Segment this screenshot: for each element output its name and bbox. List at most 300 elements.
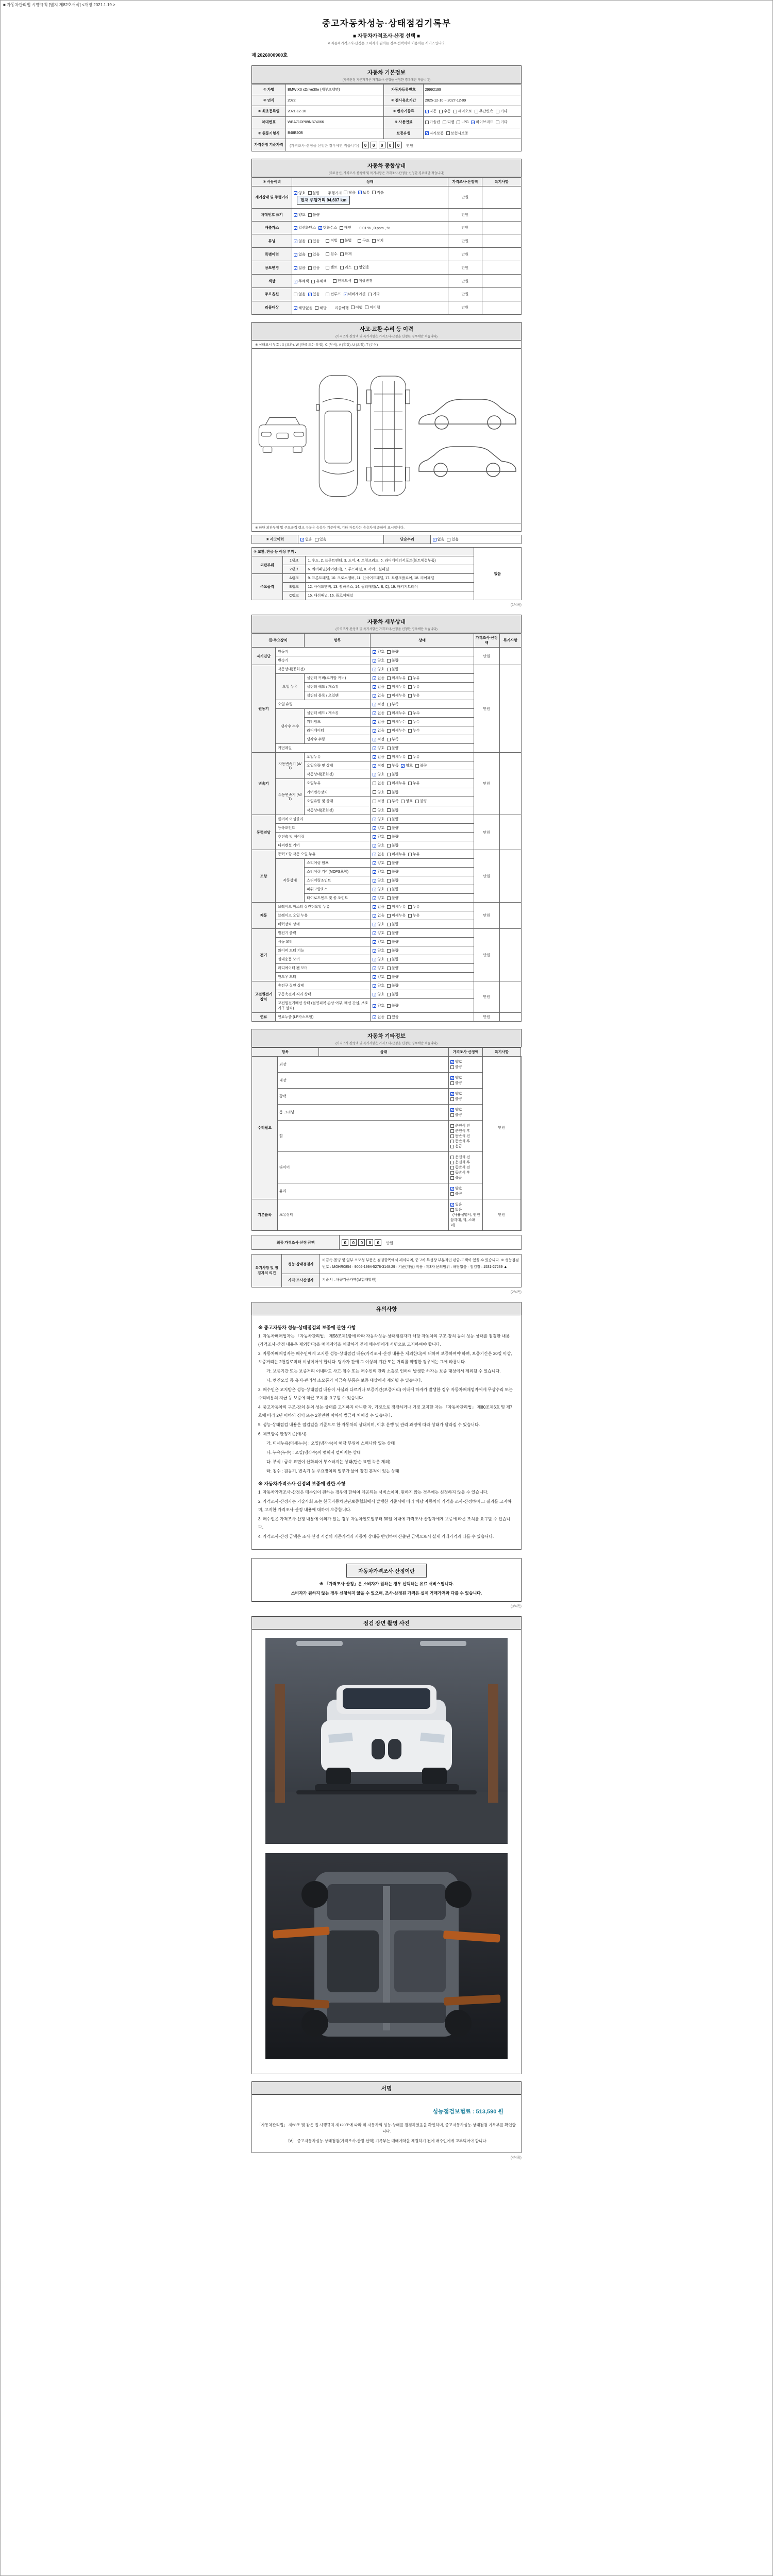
checkbox-icon[interactable] — [387, 975, 391, 979]
checkbox-option[interactable] — [446, 131, 468, 136]
checkbox-option[interactable] — [408, 852, 420, 857]
checkbox-option[interactable] — [300, 537, 312, 542]
checkbox-icon[interactable] — [387, 738, 391, 741]
checkbox-icon[interactable] — [308, 266, 312, 270]
checkbox-icon[interactable] — [408, 694, 412, 698]
checkbox-option[interactable] — [373, 869, 384, 874]
checkbox-icon[interactable] — [387, 747, 391, 750]
checkbox-option[interactable] — [450, 1186, 462, 1191]
checkbox-icon[interactable] — [373, 800, 376, 803]
checkbox-option[interactable] — [387, 1014, 399, 1020]
checkbox-option[interactable] — [373, 754, 384, 759]
checkbox-icon[interactable]: ✓ — [294, 253, 298, 257]
checkbox-icon[interactable] — [450, 1065, 454, 1069]
checkbox-icon[interactable] — [453, 110, 457, 113]
checkbox-icon[interactable] — [496, 121, 499, 124]
checkbox-option[interactable] — [373, 983, 384, 988]
checkbox-option[interactable] — [373, 939, 384, 944]
checkbox-icon[interactable] — [358, 239, 361, 243]
checkbox-option[interactable] — [294, 292, 306, 297]
checkbox-option[interactable] — [387, 817, 399, 822]
checkbox-option[interactable] — [496, 120, 508, 125]
checkbox-icon[interactable] — [439, 110, 443, 113]
checkbox-icon[interactable] — [408, 729, 412, 733]
checkbox-option[interactable] — [387, 772, 399, 777]
checkbox-option[interactable] — [311, 279, 326, 284]
checkbox-option[interactable] — [450, 1133, 470, 1139]
checkbox-option[interactable] — [326, 238, 338, 243]
checkbox-option[interactable] — [450, 1160, 470, 1165]
checkbox-icon[interactable]: ✓ — [318, 226, 322, 230]
checkbox-icon[interactable]: ✓ — [433, 538, 436, 542]
checkbox-icon[interactable] — [387, 694, 391, 698]
checkbox-option[interactable] — [294, 252, 306, 257]
checkbox-option[interactable] — [294, 225, 316, 230]
checkbox-icon[interactable]: ✓ — [373, 676, 377, 681]
checkbox-icon[interactable] — [387, 896, 391, 900]
checkbox-icon[interactable]: ✓ — [294, 240, 298, 244]
checkbox-option[interactable] — [308, 265, 320, 270]
checkbox-option[interactable] — [387, 737, 399, 742]
checkbox-icon[interactable] — [415, 764, 419, 768]
checkbox-icon[interactable] — [387, 773, 391, 776]
checkbox-option[interactable] — [294, 239, 306, 244]
checkbox-option[interactable] — [450, 1144, 462, 1149]
checkbox-icon[interactable] — [408, 755, 412, 759]
pricing-explainer-button[interactable]: 자동차가격조사·산정이란 — [346, 1564, 427, 1578]
checkbox-option[interactable] — [387, 904, 406, 909]
checkbox-option[interactable] — [450, 1075, 462, 1080]
checkbox-icon[interactable] — [387, 720, 391, 724]
checkbox-icon[interactable]: ✓ — [294, 226, 298, 230]
checkbox-option[interactable] — [401, 799, 413, 804]
checkbox-icon[interactable] — [373, 790, 376, 794]
checkbox-icon[interactable] — [326, 266, 329, 269]
checkbox-icon[interactable]: ✓ — [425, 110, 429, 114]
checkbox-icon[interactable] — [450, 1145, 454, 1148]
checkbox-option[interactable] — [308, 191, 320, 196]
checkbox-option[interactable] — [358, 190, 370, 195]
checkbox-option[interactable] — [387, 710, 406, 716]
checkbox-option[interactable] — [358, 238, 369, 243]
checkbox-icon[interactable] — [326, 293, 329, 296]
checkbox-option[interactable] — [387, 719, 406, 724]
checkbox-icon[interactable]: ✓ — [373, 905, 377, 909]
checkbox-icon[interactable]: ✓ — [373, 861, 377, 866]
checkbox-icon[interactable]: ✓ — [294, 266, 298, 270]
checkbox-icon[interactable] — [387, 844, 391, 848]
checkbox-option[interactable] — [294, 212, 306, 217]
checkbox-icon[interactable]: ✓ — [294, 213, 298, 217]
checkbox-option[interactable] — [326, 251, 338, 257]
checkbox-option[interactable] — [294, 279, 309, 284]
checkbox-icon[interactable] — [315, 538, 318, 541]
checkbox-icon[interactable]: ✓ — [373, 747, 377, 751]
checkbox-option[interactable] — [387, 790, 399, 795]
checkbox-option[interactable] — [373, 808, 384, 813]
checkbox-option[interactable] — [373, 667, 384, 672]
checkbox-option[interactable] — [354, 265, 369, 270]
checkbox-icon[interactable]: ✓ — [373, 818, 377, 822]
checkbox-icon[interactable] — [315, 306, 318, 310]
checkbox-option[interactable] — [457, 121, 468, 124]
checkbox-option[interactable] — [373, 887, 384, 892]
checkbox-option[interactable] — [450, 1064, 462, 1070]
checkbox-option[interactable] — [373, 799, 384, 804]
checkbox-option[interactable] — [373, 860, 384, 866]
checkbox-icon[interactable]: ✓ — [373, 949, 377, 953]
checkbox-option[interactable] — [315, 306, 327, 311]
checkbox-option[interactable] — [425, 120, 440, 125]
checkbox-icon[interactable]: ✓ — [294, 192, 298, 195]
checkbox-icon[interactable] — [447, 538, 450, 541]
checkbox-icon[interactable]: ✓ — [373, 668, 377, 672]
checkbox-icon[interactable]: ✓ — [451, 1187, 454, 1191]
checkbox-icon[interactable]: ✓ — [373, 914, 377, 918]
checkbox-option[interactable] — [450, 1096, 462, 1101]
checkbox-icon[interactable] — [443, 121, 446, 124]
checkbox-icon[interactable]: ✓ — [451, 1076, 454, 1080]
checkbox-icon[interactable] — [408, 782, 412, 785]
checkbox-icon[interactable] — [387, 782, 391, 785]
checkbox-option[interactable] — [443, 120, 455, 125]
checkbox-icon[interactable] — [450, 1166, 454, 1170]
checkbox-option[interactable] — [415, 799, 427, 804]
checkbox-option[interactable] — [387, 745, 399, 751]
checkbox-option[interactable] — [439, 109, 451, 114]
checkbox-icon[interactable] — [387, 676, 391, 680]
checkbox-option[interactable] — [340, 225, 351, 230]
checkbox-option[interactable] — [373, 649, 384, 654]
checkbox-icon[interactable] — [340, 252, 344, 256]
checkbox-option[interactable] — [450, 1165, 470, 1170]
checkbox-icon[interactable] — [372, 191, 376, 194]
checkbox-icon[interactable]: ✓ — [373, 826, 377, 831]
checkbox-option[interactable] — [408, 781, 420, 786]
checkbox-icon[interactable] — [387, 853, 391, 856]
checkbox-option[interactable] — [387, 754, 406, 759]
checkbox-option[interactable] — [326, 265, 338, 270]
checkbox-option[interactable] — [387, 702, 399, 707]
checkbox-option[interactable] — [450, 1155, 470, 1160]
checkbox-icon[interactable] — [387, 940, 391, 944]
checkbox-option[interactable] — [408, 675, 420, 681]
checkbox-option[interactable] — [373, 895, 384, 901]
checkbox-option[interactable] — [373, 834, 384, 839]
checkbox-option[interactable] — [372, 190, 384, 195]
checkbox-option[interactable] — [387, 808, 399, 813]
checkbox-option[interactable] — [450, 1123, 470, 1128]
checkbox-icon[interactable] — [311, 280, 315, 283]
checkbox-option[interactable] — [387, 922, 399, 927]
checkbox-icon[interactable] — [450, 1081, 454, 1085]
checkbox-icon[interactable] — [387, 729, 391, 733]
checkbox-option[interactable] — [373, 878, 384, 883]
checkbox-option[interactable] — [373, 675, 384, 681]
checkbox-icon[interactable]: ✓ — [373, 1004, 377, 1008]
checkbox-option[interactable] — [387, 965, 399, 971]
checkbox-option[interactable] — [372, 238, 384, 243]
checkbox-option[interactable] — [387, 860, 399, 866]
checkbox-icon[interactable] — [308, 191, 312, 195]
checkbox-option[interactable] — [333, 278, 351, 283]
checkbox-option[interactable] — [387, 887, 399, 892]
checkbox-option[interactable] — [408, 710, 420, 716]
checkbox-icon[interactable] — [308, 240, 312, 243]
checkbox-option[interactable] — [373, 913, 384, 918]
checkbox-icon[interactable] — [344, 191, 347, 194]
checkbox-icon[interactable] — [408, 905, 412, 909]
checkbox-icon[interactable] — [408, 711, 412, 715]
checkbox-icon[interactable] — [450, 1156, 454, 1159]
checkbox-icon[interactable] — [387, 984, 391, 988]
checkbox-icon[interactable]: ✓ — [451, 1060, 454, 1064]
checkbox-option[interactable] — [373, 772, 384, 777]
checkbox-icon[interactable]: ✓ — [373, 993, 377, 997]
checkbox-icon[interactable] — [294, 293, 297, 296]
checkbox-icon[interactable] — [450, 1124, 454, 1128]
checkbox-option[interactable] — [387, 913, 406, 918]
checkbox-icon[interactable] — [387, 703, 391, 706]
checkbox-option[interactable] — [387, 649, 399, 654]
checkbox-icon[interactable] — [387, 888, 391, 891]
checkbox-option[interactable] — [387, 895, 399, 901]
checkbox-icon[interactable] — [387, 790, 391, 794]
checkbox-icon[interactable] — [408, 914, 412, 918]
checkbox-option[interactable] — [387, 992, 399, 997]
checkbox-icon[interactable] — [365, 306, 368, 309]
checkbox-option[interactable] — [373, 693, 384, 698]
checkbox-icon[interactable] — [450, 1097, 454, 1101]
checkbox-option[interactable] — [373, 763, 384, 768]
checkbox-option[interactable] — [373, 710, 384, 716]
checkbox-option[interactable] — [308, 292, 320, 297]
checkbox-icon[interactable] — [351, 306, 355, 309]
checkbox-option[interactable] — [373, 790, 384, 795]
checkbox-icon[interactable] — [387, 835, 391, 839]
checkbox-option[interactable] — [387, 1003, 399, 1008]
checkbox-option[interactable] — [387, 974, 399, 979]
checkbox-icon[interactable] — [387, 967, 391, 970]
checkbox-option[interactable] — [387, 781, 406, 786]
checkbox-option[interactable] — [387, 930, 399, 936]
checkbox-icon[interactable]: ✓ — [451, 1108, 454, 1112]
checkbox-icon[interactable] — [354, 279, 358, 283]
checkbox-option[interactable] — [365, 305, 380, 310]
checkbox-icon[interactable] — [387, 808, 391, 812]
checkbox-option[interactable] — [450, 1059, 462, 1064]
checkbox-option[interactable] — [373, 974, 384, 979]
checkbox-icon[interactable]: ✓ — [373, 764, 377, 768]
checkbox-option[interactable] — [408, 913, 420, 918]
checkbox-icon[interactable]: ✓ — [373, 773, 377, 777]
checkbox-icon[interactable]: ✓ — [373, 844, 377, 848]
checkbox-icon[interactable] — [387, 923, 391, 926]
checkbox-option[interactable] — [340, 265, 352, 270]
checkbox-option[interactable] — [340, 238, 352, 243]
checkbox-icon[interactable]: ✓ — [373, 1015, 377, 1020]
checkbox-option[interactable] — [354, 278, 373, 283]
checkbox-option[interactable] — [450, 1080, 462, 1086]
checkbox-option[interactable] — [387, 878, 399, 883]
checkbox-icon[interactable]: ✓ — [373, 711, 377, 716]
checkbox-option[interactable] — [373, 658, 384, 663]
checkbox-icon[interactable]: ✓ — [373, 958, 377, 962]
checkbox-option[interactable] — [408, 684, 420, 689]
checkbox-option[interactable] — [344, 190, 356, 195]
checkbox-option[interactable] — [373, 745, 384, 751]
checkbox-icon[interactable] — [387, 800, 391, 803]
checkbox-option[interactable] — [344, 292, 366, 297]
checkbox-icon[interactable]: ✓ — [401, 764, 405, 768]
checkbox-icon[interactable] — [387, 711, 391, 715]
checkbox-icon[interactable] — [496, 110, 499, 113]
checkbox-icon[interactable] — [450, 1208, 454, 1212]
checkbox-option[interactable] — [408, 904, 420, 909]
checkbox-icon[interactable]: ✓ — [373, 685, 377, 689]
checkbox-icon[interactable] — [368, 293, 372, 296]
checkbox-icon[interactable] — [475, 110, 478, 113]
checkbox-icon[interactable] — [387, 685, 391, 689]
checkbox-icon[interactable] — [450, 1140, 454, 1143]
checkbox-option[interactable] — [308, 212, 320, 217]
checkbox-icon[interactable] — [340, 266, 344, 269]
checkbox-option[interactable] — [373, 719, 384, 724]
checkbox-option[interactable] — [373, 930, 384, 936]
checkbox-option[interactable] — [373, 922, 384, 927]
checkbox-option[interactable] — [387, 658, 399, 663]
checkbox-icon[interactable] — [446, 131, 450, 135]
checkbox-icon[interactable] — [387, 870, 391, 874]
checkbox-icon[interactable]: ✓ — [294, 280, 298, 284]
checkbox-icon[interactable]: ✓ — [373, 931, 377, 936]
checkbox-option[interactable] — [351, 305, 363, 310]
checkbox-icon[interactable] — [387, 1015, 391, 1019]
checkbox-option[interactable] — [373, 1003, 384, 1008]
checkbox-option[interactable] — [450, 1091, 462, 1096]
checkbox-icon[interactable] — [326, 252, 329, 256]
checkbox-icon[interactable]: ✓ — [373, 703, 377, 707]
checkbox-option[interactable] — [373, 1014, 384, 1020]
checkbox-icon[interactable]: ✓ — [308, 293, 312, 297]
checkbox-icon[interactable]: ✓ — [373, 729, 377, 733]
checkbox-icon[interactable]: ✓ — [373, 870, 377, 874]
checkbox-option[interactable] — [368, 292, 380, 297]
checkbox-option[interactable] — [450, 1202, 462, 1207]
checkbox-icon[interactable]: ✓ — [373, 896, 377, 901]
checkbox-icon[interactable] — [401, 800, 405, 803]
checkbox-icon[interactable] — [450, 1161, 454, 1164]
checkbox-option[interactable] — [425, 109, 437, 114]
checkbox-option[interactable] — [315, 537, 327, 542]
checkbox-icon[interactable]: ✓ — [358, 191, 362, 195]
checkbox-icon[interactable] — [450, 1129, 454, 1133]
checkbox-icon[interactable] — [387, 993, 391, 996]
checkbox-option[interactable] — [387, 763, 399, 768]
checkbox-icon[interactable] — [333, 279, 337, 283]
checkbox-icon[interactable] — [308, 213, 312, 217]
checkbox-option[interactable] — [408, 754, 420, 759]
checkbox-icon[interactable]: ✓ — [451, 1092, 454, 1096]
checkbox-icon[interactable]: ✓ — [373, 888, 377, 892]
checkbox-option[interactable] — [326, 292, 341, 297]
checkbox-option[interactable] — [433, 537, 445, 542]
checkbox-icon[interactable]: ✓ — [294, 307, 298, 310]
checkbox-option[interactable] — [387, 948, 399, 953]
checkbox-icon[interactable] — [387, 958, 391, 961]
checkbox-icon[interactable] — [387, 659, 391, 663]
checkbox-option[interactable] — [401, 763, 413, 768]
checkbox-option[interactable] — [450, 1207, 462, 1212]
checkbox-option[interactable] — [450, 1128, 470, 1133]
checkbox-icon[interactable] — [387, 1004, 391, 1008]
checkbox-icon[interactable] — [387, 914, 391, 918]
checkbox-icon[interactable]: ✓ — [373, 755, 377, 759]
checkbox-icon[interactable] — [387, 931, 391, 935]
checkbox-icon[interactable] — [387, 668, 391, 671]
checkbox-option[interactable] — [373, 965, 384, 971]
checkbox-icon[interactable]: ✓ — [373, 720, 377, 724]
checkbox-option[interactable] — [387, 957, 399, 962]
checkbox-icon[interactable] — [387, 764, 391, 768]
checkbox-option[interactable] — [373, 843, 384, 848]
checkbox-option[interactable] — [387, 684, 406, 689]
checkbox-option[interactable] — [450, 1170, 470, 1175]
checkbox-icon[interactable]: ✓ — [373, 984, 377, 988]
checkbox-icon[interactable] — [372, 239, 376, 243]
checkbox-option[interactable] — [450, 1107, 462, 1112]
checkbox-icon[interactable]: ✓ — [373, 738, 377, 742]
checkbox-icon[interactable] — [373, 808, 376, 812]
checkbox-option[interactable] — [387, 834, 399, 839]
checkbox-option[interactable] — [471, 120, 493, 125]
checkbox-option[interactable] — [373, 702, 384, 707]
checkbox-option[interactable] — [387, 852, 406, 857]
checkbox-option[interactable] — [387, 869, 399, 874]
checkbox-option[interactable] — [450, 1139, 470, 1144]
checkbox-icon[interactable]: ✓ — [373, 694, 377, 698]
checkbox-option[interactable] — [450, 1191, 462, 1196]
checkbox-icon[interactable] — [387, 861, 391, 865]
checkbox-icon[interactable]: ✓ — [373, 853, 377, 857]
checkbox-icon[interactable] — [387, 949, 391, 953]
checkbox-option[interactable] — [373, 728, 384, 733]
checkbox-icon[interactable] — [408, 685, 412, 689]
checkbox-icon[interactable]: ✓ — [373, 879, 377, 883]
checkbox-option[interactable] — [373, 957, 384, 962]
checkbox-icon[interactable]: ✓ — [373, 835, 377, 839]
checkbox-option[interactable] — [373, 817, 384, 822]
checkbox-option[interactable] — [387, 728, 406, 733]
checkbox-icon[interactable] — [408, 720, 412, 724]
checkbox-icon[interactable]: ✓ — [425, 132, 429, 135]
checkbox-icon[interactable] — [450, 1171, 454, 1175]
checkbox-option[interactable] — [496, 109, 508, 114]
checkbox-icon[interactable] — [408, 676, 412, 680]
checkbox-icon[interactable]: ✓ — [344, 293, 347, 297]
checkbox-option[interactable] — [308, 252, 320, 257]
checkbox-icon[interactable] — [387, 818, 391, 821]
checkbox-icon[interactable] — [387, 879, 391, 883]
checkbox-icon[interactable]: ✓ — [373, 650, 377, 654]
checkbox-option[interactable] — [373, 781, 384, 786]
checkbox-option[interactable] — [453, 109, 472, 114]
checkbox-icon[interactable] — [450, 1113, 454, 1117]
checkbox-option[interactable] — [373, 992, 384, 997]
checkbox-icon[interactable] — [326, 239, 329, 243]
checkbox-icon[interactable] — [408, 853, 412, 856]
checkbox-icon[interactable]: ✓ — [373, 923, 377, 927]
